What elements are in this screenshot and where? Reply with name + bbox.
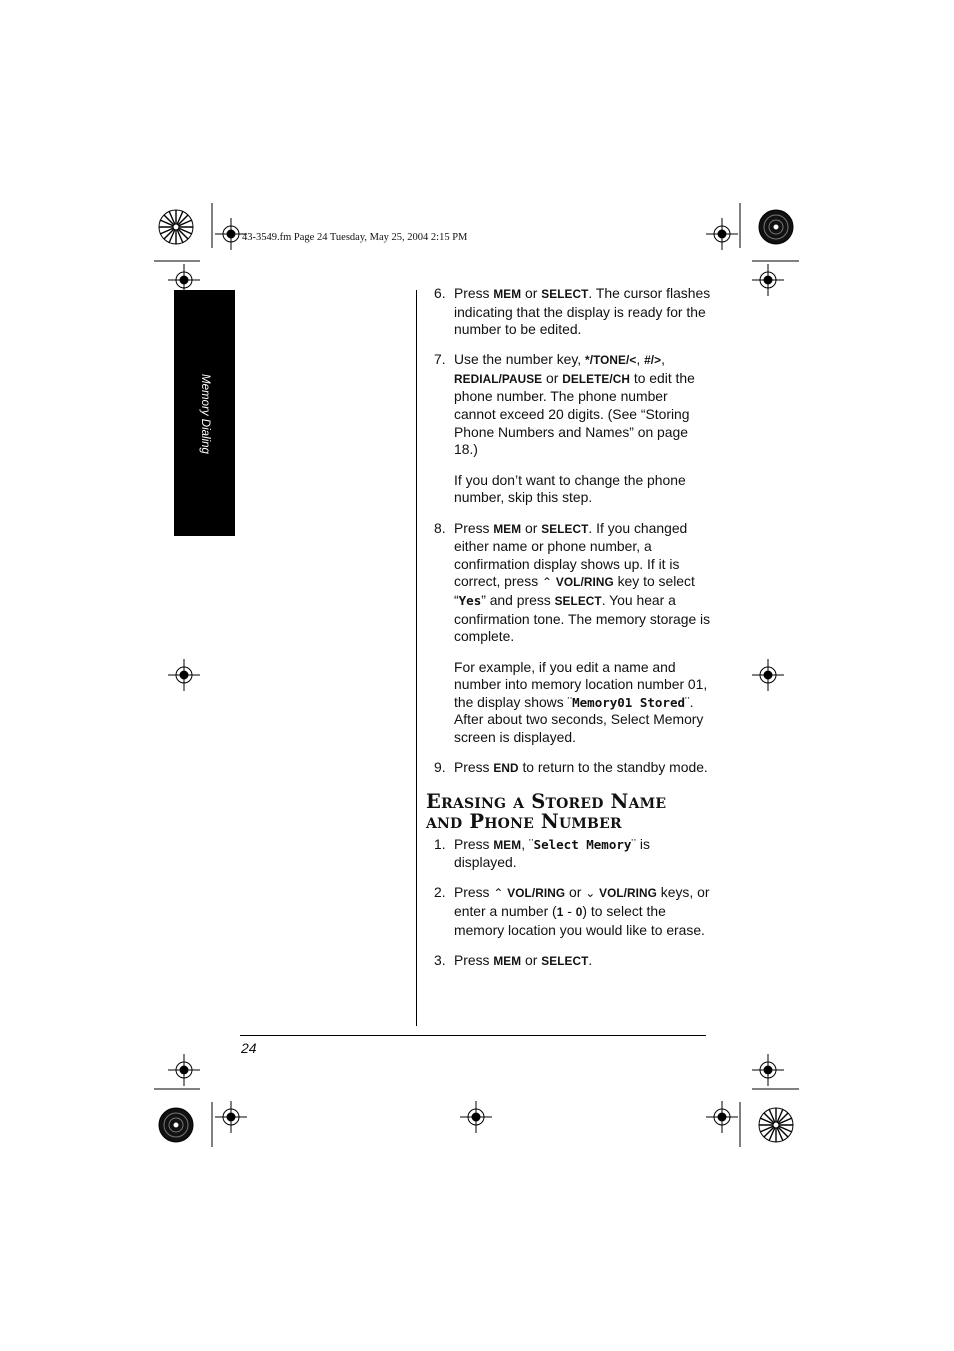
registration-mark-icon [168,659,200,691]
side-tab-label: Memory Dialing [198,374,211,454]
section-heading: Erasing a Stored Name and Phone Number [426,789,667,833]
registration-mark-icon [215,1101,247,1133]
starburst-wheel-icon [758,1107,794,1143]
step-number: 7. [434,351,446,368]
lcd-text: Select Memory [533,836,632,852]
step-number: 6. [434,285,446,301]
up-arrow-icon: ⌃ [542,575,553,590]
column-divider [416,290,417,1026]
step-number: 2. [434,884,446,901]
step-number: 8. [434,519,446,536]
down-arrow-icon: ⌄ [585,886,596,901]
step-text: Use the number key, */TONE/<, #/>, REDIAL/PAUSE or DELETE/CH to edit the phone number. The phone number cannot exceed 20 digits. (See “Storing Phone Numbers and Names” on page 18.) [454,351,695,458]
step-note: If you don’t want to change the phone number, skip this step. [454,471,686,506]
registration-mark-icon [460,1101,492,1133]
page-number: 24 [241,1040,257,1056]
lcd-text: Memory01 Stored [572,694,686,710]
file-info-header: 43-3549.fm Page 24 Tuesday, May 25, 2004 2:15 PM [242,232,468,243]
dark-wheel-icon [158,1107,194,1143]
step-text: Press MEM or SELECT. If you changed either name or phone number, a confirmation display shows up. If it is correct, press ⌃ VOL/RING key to select “Yes” and press SELECT. You hear a confirmation tone. The memory storage is complete. [454,519,711,645]
footer-rule [240,1035,706,1036]
registration-mark-icon [706,1101,738,1133]
step-9 [428,759,713,778]
step-text: Press MEM or SELECT. The cursor flashes indicating that the display is ready for the number to be edited. [454,285,711,338]
step-text: Press MEM or SELECT. [454,951,593,968]
dark-wheel-icon [758,209,794,245]
registration-mark-icon [706,218,738,250]
step-text: Press END to return to the standby mode. [454,759,708,776]
step-text: Press ⌃ VOL/RING or ⌄ VOL/RING keys, or enter a number (1 - 0) to select the memory location you would like to erase. [454,884,710,938]
step-7 [428,351,713,507]
erase-step-1 [428,836,713,872]
section-side-tab [174,290,235,536]
registration-mark-icon [752,1054,784,1086]
step-number: 3. [434,951,446,968]
step-example: For example, if you edit a name and number into memory location number 01, the display shows ¨Memory01 Stored¨. After about two seconds, Select Memory screen is displayed. [454,658,708,746]
up-arrow-icon: ⌃ [493,886,504,901]
registration-mark-icon [752,264,784,296]
instruction-column [428,285,713,983]
step-8 [428,520,713,747]
step-6 [428,285,713,339]
step-text: Press MEM, ¨Select Memory¨ is displayed. [454,835,650,871]
starburst-wheel-icon [158,209,194,245]
lcd-text: Yes [458,592,482,608]
step-number: 9. [434,759,446,776]
erase-step-3 [428,952,713,971]
erase-step-2 [428,884,713,939]
registration-mark-icon [752,659,784,691]
registration-mark-icon [168,1054,200,1086]
step-number: 1. [434,835,446,852]
